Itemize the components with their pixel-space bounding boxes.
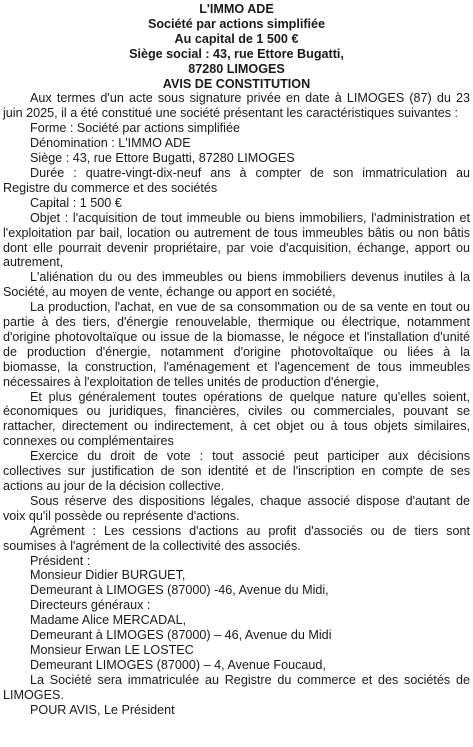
forme-paragraph: Forme : Société par actions simplifiée	[30, 121, 240, 136]
company-name: L'IMMO ADE	[199, 2, 274, 16]
signature-line: POUR AVIS, Le Président	[30, 702, 175, 717]
immatriculation-paragraph: La Société sera immatriculée au Registre du commerce et des sociétés de LIMOGES.	[3, 672, 470, 702]
agrement-paragraph: Agrément : Les cessions d'actions au profit d'associés ou de tiers sont soumises à l'agrément de la collectivité des associés.	[3, 523, 470, 553]
notice-title: AVIS DE CONSTITUTION	[162, 76, 311, 91]
president-address: Demeurant à LIMOGES (87000) -46, Avenue du Midi,	[30, 583, 329, 598]
capital-line: Au capital de 1 500 €	[174, 31, 299, 46]
intro-paragraph: Aux termes d'un acte sous signature privée en date à LIMOGES (87) du 23 juin 2025, il a été constitué une société présentant les caractéristiques suivantes :	[3, 91, 470, 121]
duree-paragraph: Durée : quatre-vingt-dix-neuf ans à compter de son immatriculation au Registre du commerce et des sociétés	[3, 165, 470, 195]
director1-name: Madame Alice MERCADAL,	[30, 613, 187, 628]
objet-paragraph: Objet : l'acquisition de tout immeuble ou biens immobiliers, l'administration et l'exploitation par bail, location ou autrement de tous immeubles bâtis ou non bâtis dont elle pourrait devenir propriétaire, par voie d'acquisition, échange, apport ou autrement,	[3, 210, 470, 270]
legal-notice	[3, 2, 470, 718]
production-paragraph: La production, l'achat, en vue de sa consommation ou de sa vente en tout ou partie à des tiers, d'énergie renouvelable, thermique ou électrique, notamment d'origine photovoltaïque ou issue de la biomasse, le négoce et l'installation d'unité de production d'énergie, notamment d'origine photovoltaïque ou liées à la biomasse, la construction, l'aménagement et l'agencement de tous immeubles nécessaires à l'exploitation de telles unités de production d'énergie,	[3, 300, 470, 389]
capital-paragraph: Capital : 1 500 €	[30, 195, 122, 210]
notice-body	[3, 91, 470, 717]
seat-line-1: Siège social : 43, rue Ettore Bugatti,	[129, 46, 344, 61]
alienation-paragraph: L'aliénation du ou des immeubles ou biens immobiliers devenus inutiles à la Société, au moyen de vente, échange ou apport en société,	[3, 270, 470, 300]
director2-name: Monsieur Erwan LE LOSTEC	[30, 642, 194, 657]
general-paragraph: Et plus généralement toutes opérations de quelque nature qu'elles soient, économiques ou juridiques, financières, civiles ou commerciales, pouvant se rattacher, directement ou indirectement, à cet objet ou à tous objets similaires, connexes ou complémentaires	[3, 389, 470, 449]
director1-address: Demeurant à LIMOGES (87000) – 46, Avenue du Midi	[30, 628, 332, 643]
seat-line-2: 87280 LIMOGES	[188, 61, 285, 76]
notice-header	[3, 2, 470, 91]
denomination-paragraph: Dénomination : L'IMMO ADE	[30, 136, 191, 151]
president-label: Président :	[30, 553, 91, 568]
company-form: Société par actions simplifiée	[147, 16, 326, 31]
director2-address: Demeurant LIMOGES (87000) – 4, Avenue Foucaud,	[30, 657, 326, 672]
directors-label: Directeurs généraux :	[30, 598, 151, 613]
reserve-paragraph: Sous réserve des dispositions légales, chaque associé dispose d'autant de voix qu'il possède ou représente d'actions.	[3, 493, 470, 523]
siege-paragraph: Siège : 43, rue Ettore Bugatti, 87280 LIMOGES	[30, 151, 295, 166]
president-name: Monsieur Didier BURGUET,	[30, 568, 186, 583]
vote-paragraph: Exercice du droit de vote : tout associé peut participer aux décisions collectives sur justification de son identité et de l'inscription en compte de ses actions au jour de la décision collective.	[3, 449, 470, 493]
